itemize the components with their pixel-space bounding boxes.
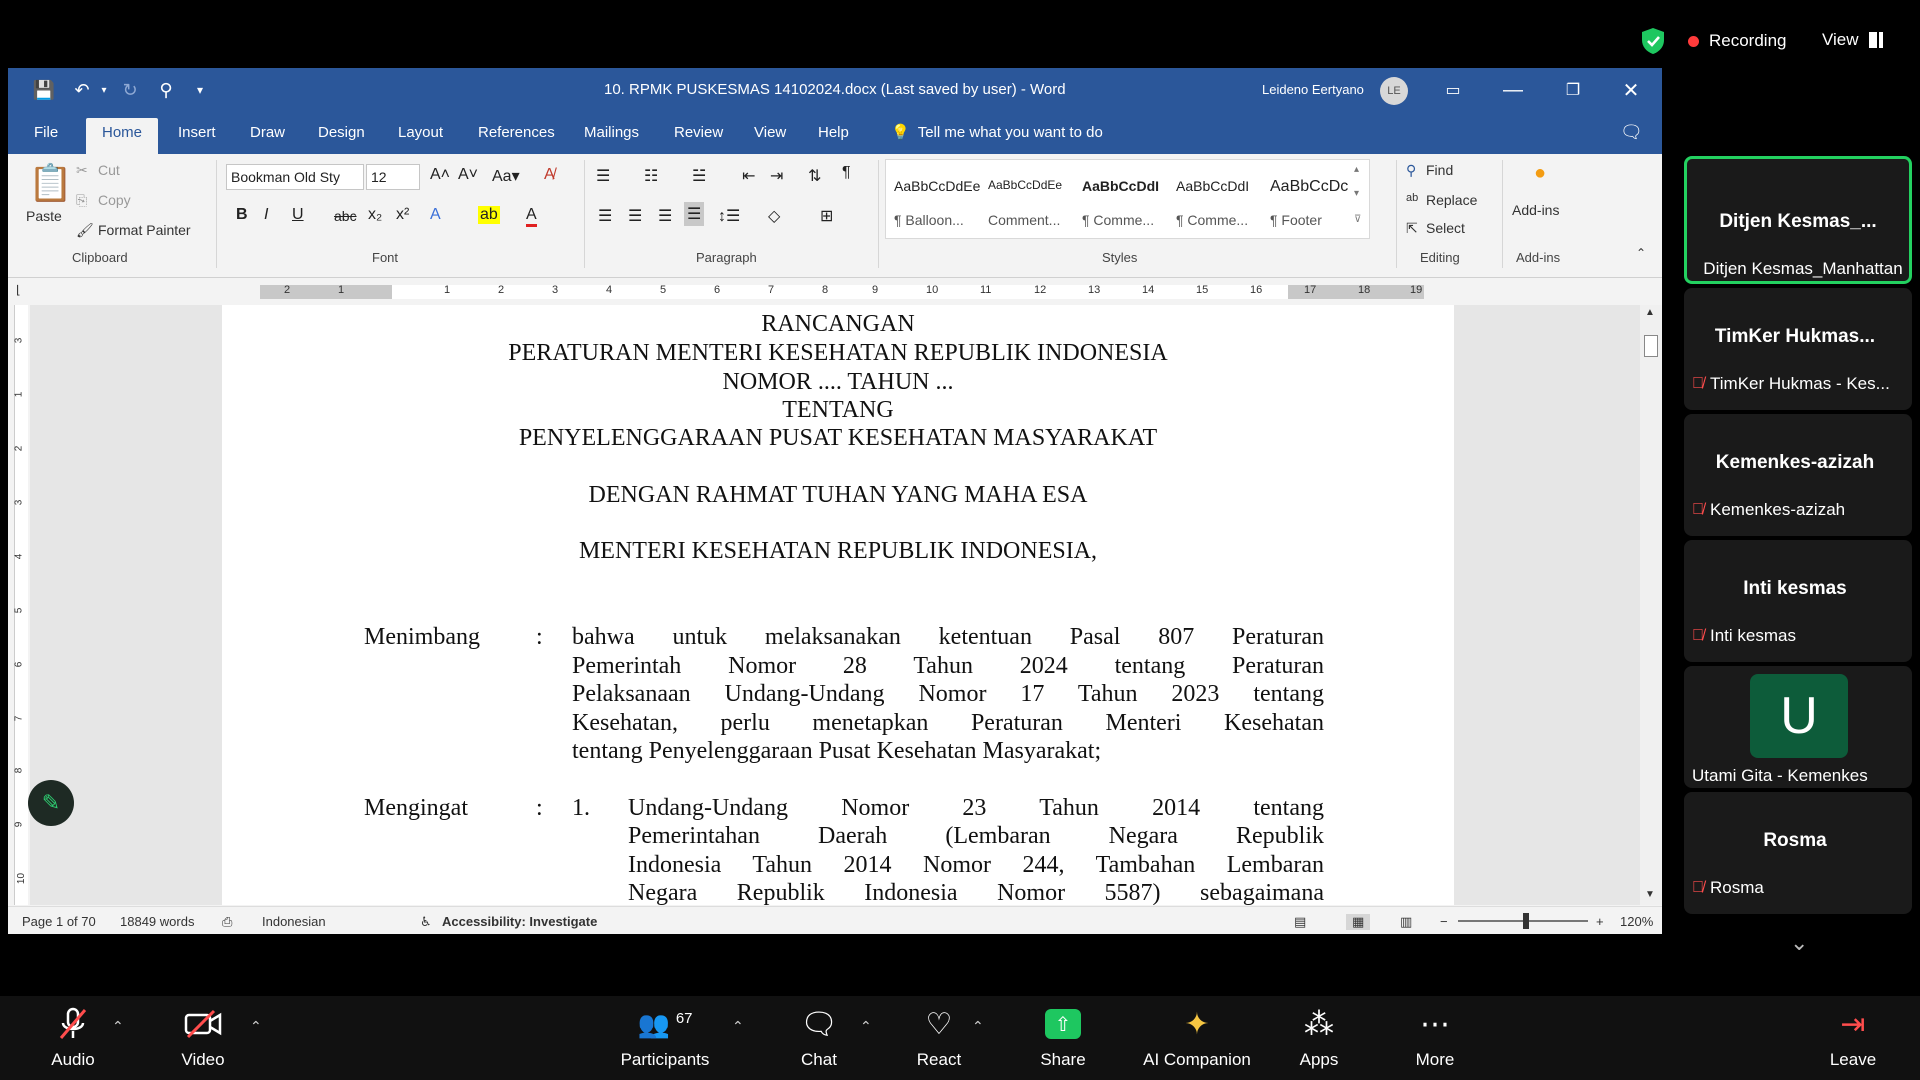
- vruler-number: 9: [13, 821, 25, 828]
- more-button[interactable]: [1380, 1006, 1490, 1070]
- font-name-combo[interactable]: Bookman Old Sty: [226, 164, 364, 190]
- video-label: Video: [181, 1050, 225, 1069]
- audio-button[interactable]: [18, 1006, 128, 1070]
- tab-file[interactable]: File: [34, 124, 59, 141]
- style-comment-text[interactable]: [1168, 160, 1262, 238]
- status-bar: [8, 906, 1662, 934]
- scroll-participants-down-icon[interactable]: ⌄: [1790, 930, 1809, 955]
- style-name: ¶ Comme...: [1176, 212, 1249, 228]
- style-footer[interactable]: [1262, 160, 1356, 238]
- mic-muted-icon: 🎙̸: [1692, 501, 1704, 518]
- zoom-toolbar: [0, 996, 1920, 1080]
- react-label: React: [916, 1050, 962, 1069]
- search-icon[interactable]: ⚲: [159, 79, 173, 100]
- heading-line: PERATURAN MENTERI KESEHATAN REPUBLIK INDONESIA: [508, 340, 1168, 366]
- grow-font-icon[interactable]: A˄: [430, 166, 451, 183]
- tab-draw[interactable]: Draw: [250, 124, 286, 141]
- chat-label: Chat: [801, 1050, 837, 1069]
- restore-icon[interactable]: ❐: [1565, 82, 1581, 99]
- cut-button[interactable]: Cut: [98, 162, 120, 178]
- borders-icon[interactable]: ⊞: [820, 208, 834, 225]
- zoom-top-bar: [0, 0, 1920, 66]
- participant-name: Inti kesmas: [1710, 626, 1796, 645]
- style-preview: AaBbCcDdEe: [894, 178, 981, 194]
- ruler-number: 18: [1358, 284, 1371, 296]
- replace-button[interactable]: Replace: [1426, 192, 1478, 208]
- vruler-number: 8: [13, 767, 25, 774]
- ruler-number: 2: [284, 284, 291, 296]
- user-avatar[interactable]: LE: [1380, 77, 1408, 105]
- participant-name-row: [1692, 626, 1908, 646]
- scroll-down-icon[interactable]: ▼: [1645, 889, 1655, 900]
- style-preview: AaBbCcDc: [1270, 178, 1349, 195]
- vruler-number: 3: [13, 499, 25, 506]
- menimbang-line: Kesehatan, perlu menetapkan Peraturan Menteri Kesehatan: [572, 710, 1324, 736]
- menimbang-line: Pelaksanaan Undang-Undang Nomor 17 Tahun 2023 tentang: [572, 681, 1324, 707]
- addins-group-label: Add-ins: [1516, 250, 1561, 265]
- word-title-bar: [8, 68, 1662, 112]
- addins-button[interactable]: Add-ins: [1512, 202, 1560, 218]
- vruler-number: 7: [13, 715, 25, 722]
- user-name[interactable]: Leideno Eertyano: [1262, 82, 1364, 97]
- superscript-icon[interactable]: x²: [396, 206, 410, 223]
- participants-count: 67: [675, 1009, 693, 1027]
- chat-icon: 🗨: [799, 1007, 839, 1041]
- menimbang-line: Pemerintah Nomor 28 Tahun 2024 tentang Peraturan: [572, 653, 1324, 679]
- participants-panel: [1684, 156, 1914, 946]
- ruler-number: 2: [498, 284, 505, 296]
- highlight-icon[interactable]: ab: [480, 206, 498, 223]
- ruler-number: 5: [660, 284, 667, 296]
- menteri-line: MENTERI KESEHATAN REPUBLIK INDONESIA,: [578, 538, 1098, 564]
- web-layout-icon[interactable]: ▥: [1400, 914, 1413, 929]
- autosave-icon[interactable]: 💾: [32, 79, 56, 100]
- participant-name-row: [1692, 878, 1908, 898]
- chat-options-chevron-icon[interactable]: ⌃: [860, 1018, 872, 1034]
- participant-tile[interactable]: [1684, 540, 1912, 662]
- ruler-number: 10: [926, 284, 939, 296]
- participant-tile[interactable]: [1684, 288, 1912, 410]
- font-color-icon[interactable]: A: [526, 206, 537, 227]
- select-button[interactable]: Select: [1426, 220, 1465, 236]
- security-shield-icon[interactable]: [1640, 27, 1666, 55]
- ribbon-separator: [878, 160, 879, 268]
- tab-insert[interactable]: Insert: [178, 124, 216, 141]
- participant-tile[interactable]: [1684, 792, 1912, 914]
- ruler-number: 4: [606, 284, 613, 296]
- participant-name: Kemenkes-azizah: [1710, 500, 1846, 519]
- vruler-number: 3: [13, 337, 25, 344]
- read-mode-icon[interactable]: ▤: [1294, 914, 1307, 929]
- participants-icon-row: [610, 1006, 720, 1042]
- participant-name: Rosma: [1710, 878, 1764, 897]
- participant-display-name: Ditjen Kesmas_...: [1719, 211, 1877, 232]
- font-group-label: Font: [372, 250, 399, 265]
- zoom-slider-knob[interactable]: [1523, 913, 1529, 929]
- paragraph-group-label: Paragraph: [696, 250, 757, 265]
- style-name: ¶ Comme...: [1082, 212, 1155, 228]
- video-off-icon: [148, 1006, 258, 1042]
- ruler-number: 1: [338, 284, 345, 296]
- participant-display-name: Inti kesmas: [1743, 578, 1847, 599]
- heading-line: PENYELENGGARAAN PUSAT KESEHATAN MASYARAKAT: [518, 425, 1158, 451]
- vruler-number: 6: [13, 661, 25, 668]
- more-icon: ⋯: [1420, 1007, 1450, 1041]
- recording-label: Recording: [1709, 31, 1787, 50]
- participant-name-row: [1692, 374, 1908, 394]
- mengingat-colon: :: [536, 795, 543, 821]
- tab-design[interactable]: Design: [318, 124, 365, 141]
- ruler-number: 15: [1196, 284, 1209, 296]
- share-button[interactable]: [1008, 1006, 1118, 1070]
- participant-name: Ditjen Kesmas_Manhattan: [1703, 259, 1903, 278]
- clipboard-group-label: Clipboard: [72, 250, 128, 265]
- paste-icon[interactable]: 📋: [28, 162, 73, 203]
- bullets-icon[interactable]: ☰: [596, 168, 611, 185]
- vruler-number: 1: [13, 391, 25, 398]
- share-label: Share: [1040, 1050, 1086, 1069]
- editing-group-label: Editing: [1420, 250, 1460, 265]
- shading-icon[interactable]: ◇: [768, 208, 781, 225]
- customize-toolbar-icon[interactable]: ▾: [196, 83, 204, 97]
- mic-muted-icon: 🎙̸: [1692, 879, 1704, 896]
- tab-home[interactable]: Home: [86, 118, 158, 154]
- menimbang-colon: :: [536, 624, 543, 650]
- vruler-number: 4: [13, 553, 25, 560]
- zoom-in-icon[interactable]: +: [1596, 914, 1604, 929]
- participants-button[interactable]: [610, 1006, 720, 1070]
- ruler-number: 13: [1088, 284, 1101, 296]
- menimbang-line: tentang Penyelenggaraan Pusat Kesehatan Masyarakat;: [572, 738, 1102, 764]
- ruler-number: 17: [1304, 284, 1317, 296]
- participant-display-name: Rosma: [1763, 830, 1827, 851]
- apps-label: Apps: [1299, 1050, 1339, 1069]
- style-preview: AaBbCcDdI: [1082, 178, 1160, 194]
- lightbulb-icon: 💡: [891, 124, 910, 141]
- mic-muted-icon: 🎙̸: [1692, 375, 1704, 392]
- mengingat-line: Negara Republik Indonesia Nomor 5587) sebagaimana: [628, 880, 1324, 905]
- ribbon-separator: [1502, 160, 1503, 268]
- ruler-number: 16: [1250, 284, 1263, 296]
- sparkle-icon: ✦: [1184, 1007, 1210, 1041]
- proofing-icon[interactable]: ⎙: [222, 914, 233, 929]
- minimize-icon[interactable]: —: [1503, 78, 1523, 101]
- redo-icon[interactable]: ↻: [122, 79, 138, 100]
- react-button[interactable]: [884, 1006, 994, 1070]
- document-page[interactable]: [222, 305, 1454, 905]
- align-center-icon[interactable]: ☰: [628, 208, 643, 225]
- paste-button[interactable]: Paste: [26, 208, 62, 224]
- menimbang-label: Menimbang: [364, 624, 480, 650]
- numbering-icon[interactable]: ☷: [644, 168, 659, 185]
- document-title: 10. RPMK PUSKESMAS 14102024.docx (Last saved by user) - Word: [604, 81, 1066, 98]
- share-screen-icon: ⇧: [1045, 1009, 1081, 1039]
- ribbon-display-icon[interactable]: ▭: [1445, 82, 1461, 99]
- style-preview: AaBbCcDdI: [1176, 178, 1250, 194]
- ruler-number: 12: [1034, 284, 1047, 296]
- zoom-level[interactable]: 120%: [1620, 914, 1654, 929]
- ruler-number: 11: [980, 284, 992, 296]
- styles-gallery: [885, 159, 1370, 239]
- subscript-icon[interactable]: x₂: [368, 206, 383, 223]
- chat-button[interactable]: [764, 1006, 874, 1070]
- word-count[interactable]: 18849 words: [120, 914, 195, 929]
- tell-me-search[interactable]: [891, 123, 1103, 141]
- justify-icon[interactable]: ☰: [684, 202, 704, 226]
- ribbon-separator: [216, 160, 217, 268]
- view-button[interactable]: [1822, 30, 1883, 50]
- line-spacing-icon[interactable]: ↕☰: [718, 208, 741, 225]
- document-area[interactable]: [30, 305, 1640, 905]
- participant-tile[interactable]: [1684, 156, 1912, 284]
- home-ribbon: [8, 154, 1662, 278]
- comments-icon[interactable]: 🗨: [1620, 122, 1643, 142]
- vertical-scrollbar[interactable]: [1640, 305, 1662, 905]
- tab-selector-icon[interactable]: ⌊: [16, 283, 21, 297]
- ruler-number: 6: [714, 284, 721, 296]
- tell-me-label: Tell me what you want to do: [917, 123, 1103, 141]
- ruler-number: 14: [1142, 284, 1155, 296]
- heart-icon: ♡: [925, 1007, 953, 1041]
- participant-name-row: [1692, 500, 1908, 520]
- increase-indent-icon[interactable]: ⇥: [770, 168, 784, 185]
- more-label: More: [1415, 1050, 1455, 1069]
- print-layout-icon[interactable]: ▦: [1346, 914, 1370, 930]
- tab-layout[interactable]: Layout: [398, 124, 444, 141]
- mengingat-line: Undang-Undang Nomor 23 Tahun 2014 tentang: [628, 795, 1324, 821]
- style-name: ¶ Footer: [1270, 212, 1322, 228]
- annotate-pen-icon[interactable]: ✎: [28, 780, 74, 826]
- vruler-number: 10: [16, 872, 28, 885]
- tab-mailings[interactable]: Mailings: [584, 124, 640, 141]
- accessibility-status[interactable]: Accessibility: Investigate: [442, 914, 598, 929]
- ruler-number: 9: [872, 284, 879, 296]
- ruler-number: 7: [768, 284, 775, 296]
- style-name: ¶ Balloon...: [894, 212, 964, 228]
- shrink-font-icon[interactable]: A˅: [458, 166, 479, 183]
- italic-icon[interactable]: I: [264, 206, 269, 223]
- heading-line: NOMOR .... TAHUN ...: [722, 369, 954, 395]
- styles-more-icon[interactable]: ⊽: [1354, 214, 1362, 225]
- ruler-number: 19: [1410, 284, 1423, 296]
- collapse-ribbon-icon[interactable]: ⌃: [1636, 246, 1647, 260]
- tab-view[interactable]: View: [754, 124, 787, 141]
- ribbon-tabs: [8, 112, 1662, 154]
- participant-tile[interactable]: [1684, 666, 1912, 788]
- font-size-combo[interactable]: 12: [366, 164, 420, 190]
- view-grid-icon: [1869, 32, 1883, 48]
- leave-button[interactable]: [1798, 1006, 1908, 1070]
- show-marks-icon[interactable]: ¶: [842, 164, 851, 181]
- vruler-number: 5: [13, 607, 25, 614]
- strikethrough-icon[interactable]: abc: [334, 208, 357, 224]
- zoom-out-icon[interactable]: −: [1440, 914, 1448, 929]
- view-label: View: [1822, 30, 1859, 49]
- participant-tile[interactable]: [1684, 414, 1912, 536]
- mengingat-label: Mengingat: [364, 795, 468, 821]
- apps-button[interactable]: [1264, 1006, 1374, 1070]
- copy-button[interactable]: Copy: [98, 192, 131, 208]
- language-indicator[interactable]: Indonesian: [262, 914, 326, 929]
- change-case-icon[interactable]: Aa▾: [492, 168, 520, 185]
- ai-companion-label: AI Companion: [1143, 1050, 1251, 1069]
- undo-icon[interactable]: ↶: [74, 79, 90, 100]
- addins-icon[interactable]: ●: [1534, 162, 1547, 184]
- styles-scroll-up-icon[interactable]: ▴: [1354, 164, 1360, 175]
- style-comment[interactable]: [980, 160, 1074, 238]
- ruler-number: 3: [552, 284, 559, 296]
- text-effects-icon[interactable]: A: [430, 206, 441, 223]
- participant-avatar: U: [1750, 674, 1848, 758]
- style-name: Comment...: [988, 212, 1061, 228]
- copy-icon[interactable]: ⎘: [76, 192, 88, 208]
- clear-formatting-icon[interactable]: A̸: [544, 166, 555, 183]
- underline-icon[interactable]: U: [292, 206, 304, 223]
- react-options-chevron-icon[interactable]: ⌃: [972, 1018, 984, 1034]
- video-button[interactable]: [148, 1006, 258, 1070]
- ruler-number: 1: [444, 284, 451, 296]
- mengingat-line: Indonesia Tahun 2014 Nomor 244, Tambahan Lembaran: [628, 852, 1324, 878]
- tab-references[interactable]: References: [478, 124, 555, 141]
- scroll-up-icon[interactable]: ▲: [1645, 307, 1655, 318]
- decrease-indent-icon[interactable]: ⇤: [742, 168, 756, 185]
- audio-label: Audio: [51, 1050, 95, 1069]
- styles-group-label: Styles: [1102, 250, 1138, 265]
- participant-name: Utami Gita - Kemenkes: [1692, 766, 1868, 785]
- recording-indicator[interactable]: [1640, 27, 1787, 55]
- heading-line: RANCANGAN: [761, 311, 915, 337]
- participants-label: Participants: [620, 1050, 710, 1069]
- styles-scroll-down-icon[interactable]: ▾: [1354, 188, 1360, 199]
- format-painter-icon[interactable]: 🖌: [76, 222, 94, 238]
- horizontal-ruler[interactable]: [8, 279, 1662, 305]
- style-comment-subject[interactable]: [1074, 160, 1168, 238]
- accessibility-icon[interactable]: ♿: [420, 914, 432, 929]
- find-button[interactable]: Find: [1426, 162, 1454, 178]
- word-window: [8, 68, 1662, 934]
- cut-icon[interactable]: ✂: [76, 162, 88, 178]
- tab-review[interactable]: Review: [674, 124, 724, 141]
- replace-icon[interactable]: ab: [1406, 192, 1419, 204]
- ribbon-separator: [1396, 160, 1397, 268]
- style-balloon[interactable]: [886, 160, 980, 238]
- scroll-thumb[interactable]: [1644, 335, 1658, 357]
- video-options-chevron-icon[interactable]: ⌃: [250, 1018, 262, 1034]
- record-dot-icon: [1688, 36, 1699, 47]
- page-count[interactable]: Page 1 of 70: [22, 914, 96, 929]
- participant-display-name: Kemenkes-azizah: [1715, 452, 1875, 473]
- sort-icon[interactable]: ⇅: [808, 168, 822, 185]
- apps-icon: ⁂: [1304, 1007, 1334, 1041]
- leave-icon: ⇥: [1840, 1007, 1866, 1041]
- share-icon-wrap: [1008, 1006, 1118, 1042]
- participant-display-name: TimKer Hukmas...: [1714, 326, 1876, 347]
- format-painter-button[interactable]: Format Painter: [98, 222, 191, 238]
- participants-icon: 👥: [637, 1008, 670, 1039]
- audio-options-chevron-icon[interactable]: ⌃: [112, 1018, 124, 1034]
- tab-help[interactable]: Help: [818, 124, 849, 141]
- align-left-icon[interactable]: ☰: [598, 208, 613, 225]
- leave-label: Leave: [1829, 1050, 1877, 1069]
- menimbang-line: bahwa untuk melaksanakan ketentuan Pasal 807 Peraturan: [572, 624, 1324, 650]
- vruler-number: 2: [13, 445, 25, 452]
- vertical-ruler[interactable]: [14, 305, 28, 905]
- align-right-icon[interactable]: ☰: [658, 208, 673, 225]
- heading-line: TENTANG: [782, 397, 894, 423]
- rahmat-line: DENGAN RAHMAT TUHAN YANG MAHA ESA: [588, 482, 1088, 508]
- bold-icon[interactable]: B: [236, 206, 248, 223]
- participant-name: TimKer Hukmas - Kes...: [1710, 374, 1890, 393]
- close-icon[interactable]: ✕: [1622, 79, 1640, 102]
- mengingat-number: 1.: [572, 795, 590, 821]
- undo-dropdown-icon[interactable]: ▾: [101, 84, 107, 96]
- find-icon[interactable]: ⚲: [1406, 162, 1417, 178]
- mengingat-line: Pemerintahan Daerah (Lembaran Negara Republik: [628, 823, 1324, 849]
- mic-muted-icon: 🎙̸: [1692, 627, 1704, 644]
- ribbon-separator: [584, 160, 585, 268]
- ai-companion-button[interactable]: [1136, 1006, 1258, 1070]
- select-icon[interactable]: ⇱: [1406, 220, 1418, 236]
- style-preview: AaBbCcDdEe: [988, 178, 1063, 192]
- multilevel-list-icon[interactable]: ☱: [692, 168, 707, 185]
- ruler-number: 8: [822, 284, 829, 296]
- participants-options-chevron-icon[interactable]: ⌃: [732, 1018, 744, 1034]
